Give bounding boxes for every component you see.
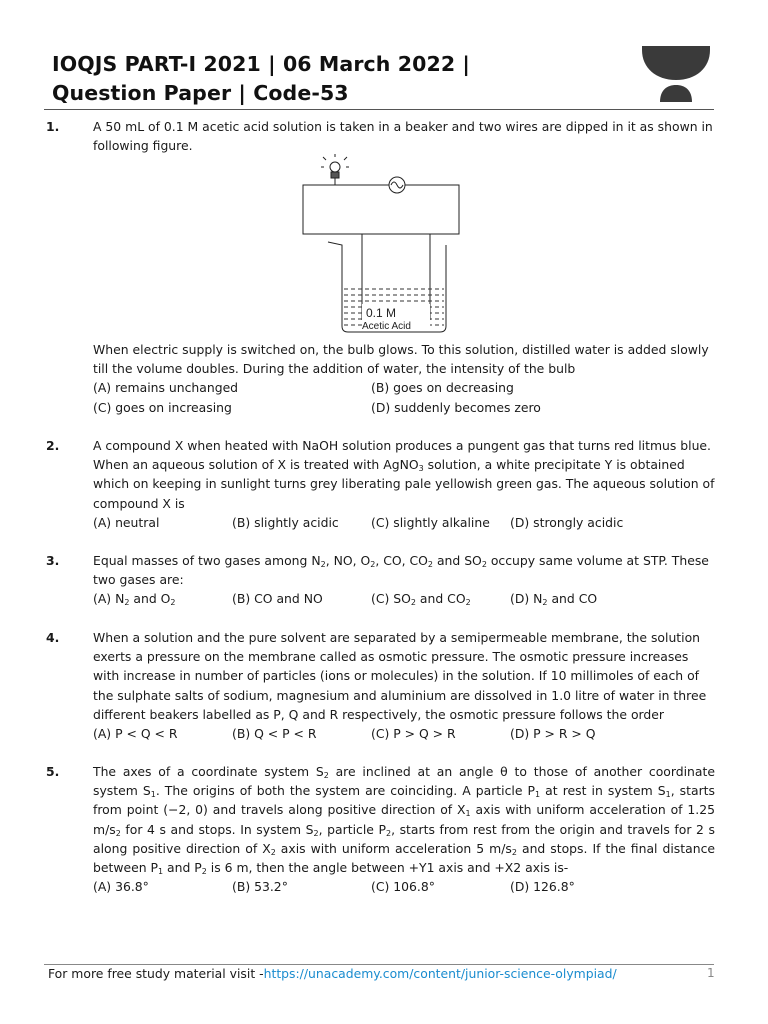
option-c[interactable]: (C) goes on increasing	[93, 399, 232, 415]
option-d[interactable]: (D) suddenly becomes zero	[371, 399, 541, 415]
question-text: The axes of a coordinate system $S_2$ are inclined at an angle θ to those of another coordinate system $S_1$. The origins of both the system are coinciding. A particle $P_1$ at rest in system $S_1$, starts from point (−2, 0) and travels along positive direction of $X_1$ axis with uniform acceleration of 1.25 $m/s_2$ for 4 s and stops. In system $S_2$, particle $P_2$, starts from rest from the origin and travels for 2 s along positive direction of $X_2$ axis with uniform acceleration 5 $m/s_2$ and stops. If the final distance between $P_1$ and $P_2$ is 6 m, then the angle between +Y1 axis and +X2 axis is-	[93, 764, 716, 877]
option-b[interactable]: (B) CO and NO	[232, 591, 323, 607]
option-c[interactable]: (C) P > Q > R	[371, 726, 456, 742]
question-number: 2.	[46, 438, 60, 453]
option-c[interactable]: (C) slightly alkaline	[371, 514, 490, 530]
option-d[interactable]: (D) strongly acidic	[510, 514, 624, 530]
question-3	[46, 551, 718, 609]
option-d[interactable]: (D) $N_2$ and CO	[510, 591, 598, 608]
title-line-1: IOQJS PART-I 2021 | 06 March 2022 |	[52, 52, 471, 76]
bulb-icon	[321, 154, 349, 178]
question-2	[46, 436, 718, 532]
question-text: Equal masses of two gases among $N_2$, NO, $O_2$, CO, $CO_2$ and $SO_2$ occupy same volume at STP. These two gases are:	[93, 553, 709, 588]
question-number: 1.	[46, 119, 60, 134]
unacademy-logo	[642, 44, 714, 104]
option-c[interactable]: (C) 106.8°	[371, 879, 435, 895]
options	[93, 378, 715, 416]
question-number: 5.	[46, 764, 60, 779]
question-text: When electric supply is switched on, the bulb glows. To this solution, distilled water is added slowly till the volume doubles. During the addition of water, the intensity of the bulb	[93, 342, 709, 377]
options	[93, 513, 715, 532]
option-d[interactable]: (D) 126.8°	[510, 879, 575, 895]
header-divider	[44, 109, 714, 110]
solution-name-label: Acetic Acid	[362, 321, 411, 332]
option-b[interactable]: (B) goes on decreasing	[371, 380, 514, 396]
solution-concentration-label: 0.1 M	[366, 306, 397, 320]
title-line-2: Question Paper | Code-53	[52, 81, 349, 105]
question-1-continued	[46, 340, 718, 417]
question-number: 3.	[46, 553, 60, 568]
footer-link[interactable]: https://unacademy.com/content/junior-science-olympiad/	[263, 966, 617, 981]
option-a[interactable]: (A) $N_2$ and $O_2$	[93, 591, 176, 608]
beaker-circuit-figure	[300, 154, 462, 338]
question-text: When a solution and the pure solvent are separated by a semipermeable membrane, the solution exerts a pressure on the membrane called as osmotic pressure. The osmotic pressure increases with increase in number of particles (ions or molecules) in the solution. If 10 millimoles of each of the sulphate salts of sodium, magnesium and aluminium are dissolved in 1.0 litre of water in three different beakers labelled as P, Q and R respectively, the osmotic pressure follows the order	[93, 630, 707, 722]
question-text: A 50 mL of 0.1 M acetic acid solution is taken in a beaker and two wires are dipped in it as shown in following figure.	[93, 119, 713, 154]
option-a[interactable]: (A) P < Q < R	[93, 726, 178, 742]
option-d[interactable]: (D) P > R > Q	[510, 726, 596, 742]
option-b[interactable]: (B) Q < P < R	[232, 726, 317, 742]
option-a[interactable]: (A) remains unchanged	[93, 380, 239, 396]
option-b[interactable]: (B) 53.2°	[232, 879, 288, 895]
option-b[interactable]: (B) slightly acidic	[232, 514, 339, 530]
page-title	[52, 50, 612, 108]
question-1	[46, 117, 718, 155]
option-c[interactable]: (C) $SO_2$ and $CO_2$	[371, 591, 471, 608]
option-a[interactable]: (A) 36.8°	[93, 879, 149, 895]
ac-source-icon	[389, 177, 405, 193]
page-number: 1	[707, 966, 715, 980]
footer	[48, 966, 617, 982]
options	[93, 724, 715, 743]
question-number: 4.	[46, 630, 60, 645]
footer-divider	[44, 964, 714, 965]
footer-text: For more free study material visit -	[48, 966, 264, 981]
options	[93, 877, 715, 896]
question-5	[46, 762, 718, 896]
option-a[interactable]: (A) neutral	[93, 514, 160, 530]
options	[93, 589, 715, 608]
question-4	[46, 628, 718, 743]
question-text: A compound X when heated with NaOH solution produces a pungent gas that turns red litmus blue. When an aqueous solution of X is treated with AgNO$_3$ solution, a white precipitate Y is obtained which on keeping in sunlight turns grey liberating pale yellowish green gas. The aqueous solution of compound X is	[93, 438, 715, 511]
